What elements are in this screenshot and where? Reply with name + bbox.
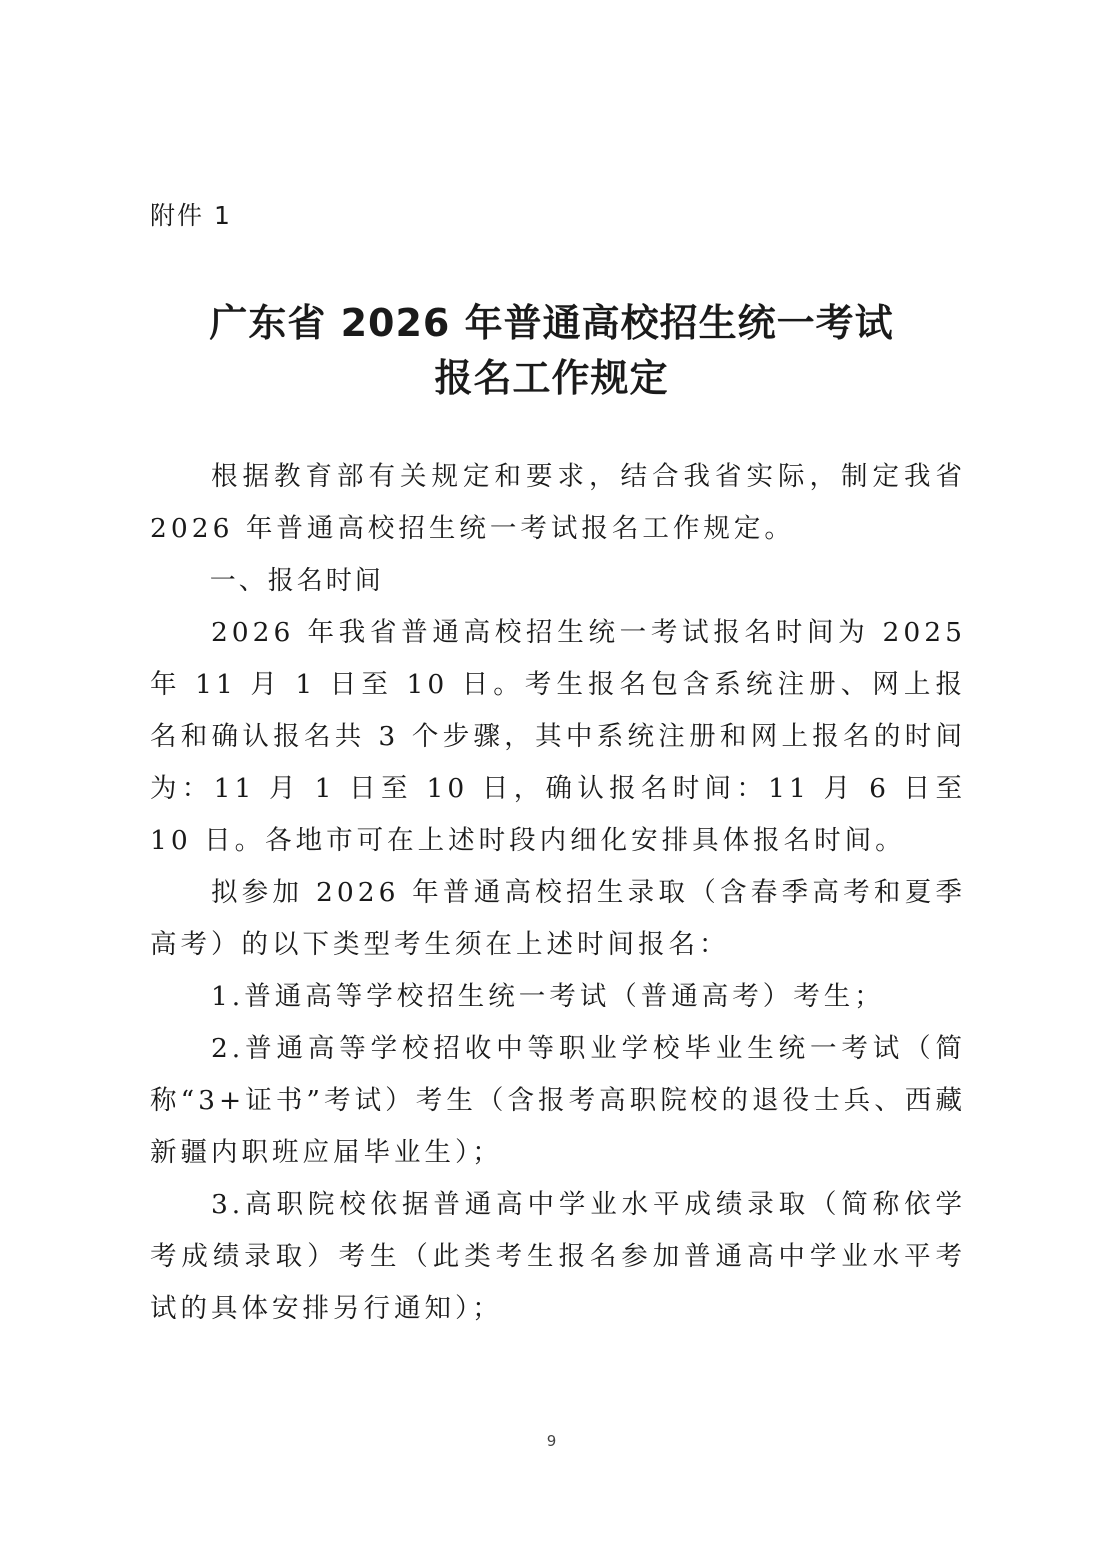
document-title-line-2: 报名工作规定 <box>434 356 669 400</box>
registration-time-paragraph: 2026 年我省普通高校招生统一考试报名时间为 2025 年 11 月 1 日至 10 日。考生报名包含系统注册、网上报名和确认报名共 3 个步骤，其中系统注册和网上报名的时间为：11 月 1 日至 10 日，确认报名时间：11 月 6 日至 10 日。各地市可在上述时段内细化安排具体报名时间。 <box>150 617 966 856</box>
candidate-type-item-3: 3.高职院校依据普通高中学业水平成绩录取（简称依学考成绩录取）考生（此类考生报名参加普通高中学业水平考试的具体安排另行通知）； <box>150 1189 966 1324</box>
candidate-types-intro: 拟参加 2026 年普通高校招生录取（含春季高考和夏季高考）的以下类型考生须在上述时间报名： <box>150 877 966 960</box>
attachment-label: 附件 1 <box>150 201 232 230</box>
section-heading-registration-time: 一、报名时间 <box>209 566 384 596</box>
candidate-type-item-2: 2.普通高等学校招收中等职业学校毕业生统一考试（简称“3+证书”考试）考生（含报考高职院校的退役士兵、西藏新疆内职班应届毕业生）； <box>150 1033 966 1168</box>
document-body <box>150 451 966 1335</box>
document-title-line-1: 广东省 2026 年普通高校招生统一考试 <box>209 301 894 345</box>
candidate-type-item-1: 1.普通高等学校招生统一考试（普通高考）考生； <box>210 981 885 1012</box>
page-number: 9 <box>546 1432 557 1450</box>
intro-paragraph: 根据教育部有关规定和要求，结合我省实际，制定我省 2026 年普通高校招生统一考试报名工作规定。 <box>150 461 966 544</box>
